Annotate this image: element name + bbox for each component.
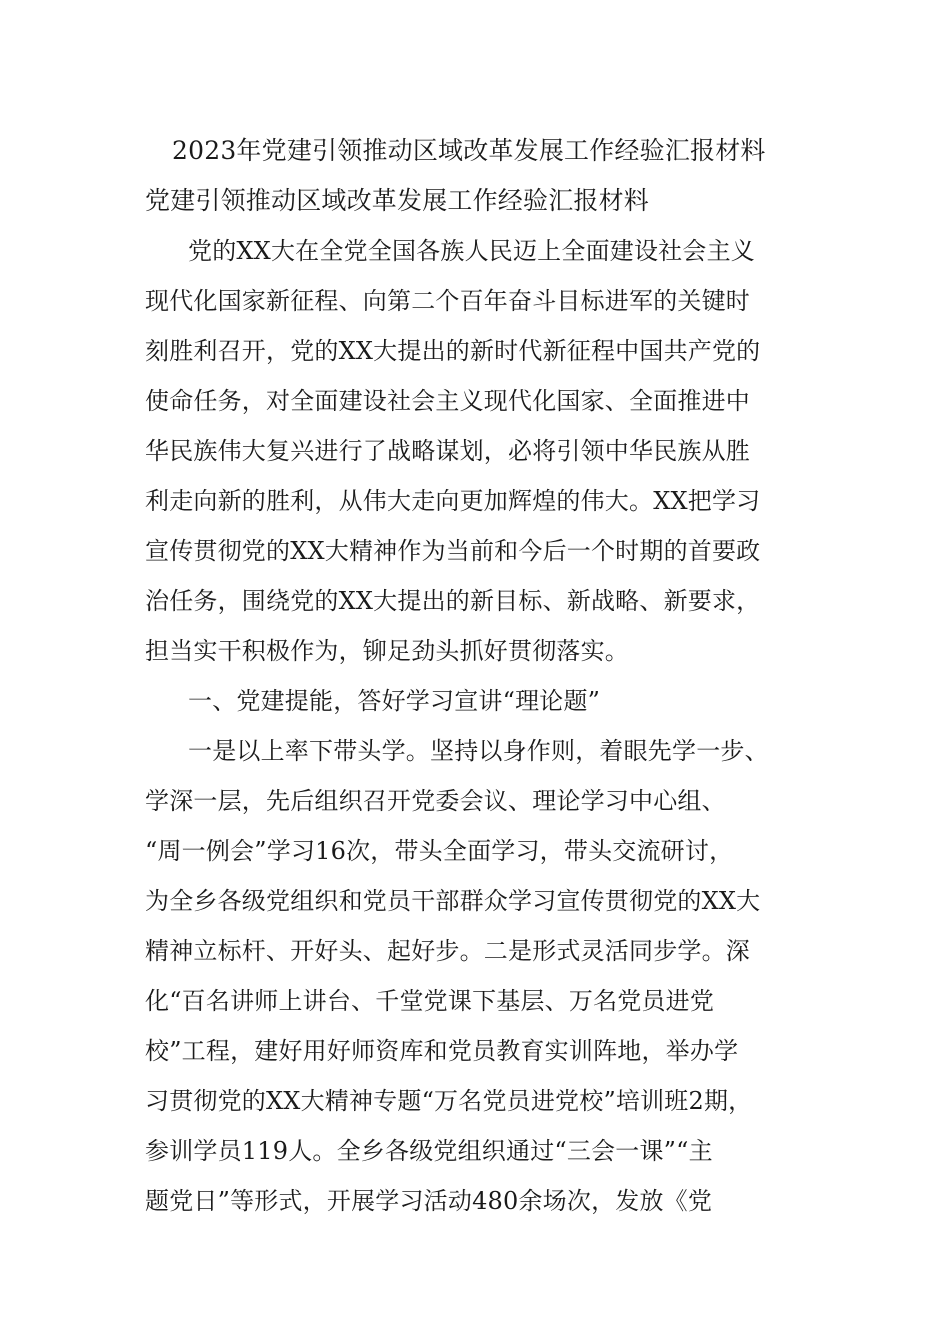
body-line: 习贯彻党的XX大精神专题“万名党员进党校”培训班2期， <box>145 1087 753 1115</box>
body-line: 题党日”等形式，开展学习活动480余场次，发放《党 <box>145 1187 713 1215</box>
section-heading: 一、党建提能，答好学习宣讲“理论题” <box>188 687 601 715</box>
body-line: 化“百名讲师上讲台、千堂党课下基层、万名党员进党 <box>145 987 715 1015</box>
body-line: 党的XX大在全党全国各族人民迈上全面建设社会主义 <box>188 237 755 265</box>
body-line: “周一例会”学习16次，带头全面学习，带头交流研讨， <box>145 837 734 865</box>
body-line: 现代化国家新征程、向第二个百年奋斗目标进军的关键时 <box>145 287 750 315</box>
body-line: 宣传贯彻党的XX大精神作为当前和今后一个时期的首要政 <box>145 537 761 565</box>
body-line: 校”工程，建好用好师资库和党员教育实训阵地，举办学 <box>145 1037 739 1065</box>
body-line: 担当实干积极作为，铆足劲头抓好贯彻落实。 <box>145 637 629 665</box>
body-line: 刻胜利召开，党的XX大提出的新时代新征程中国共产党的 <box>145 337 761 365</box>
body-line: 利走向新的胜利，从伟大走向更加辉煌的伟大。XX把学习 <box>145 487 761 515</box>
body-line: 为全乡各级党组织和党员干部群众学习宣传贯彻党的XX大 <box>145 887 761 915</box>
body-line: 华民族伟大复兴进行了战略谋划，必将引领中华民族从胜 <box>145 437 750 465</box>
body-line: 一是以上率下带头学。坚持以身作则，着眼先学一步、 <box>188 737 769 765</box>
body-line: 精神立标杆、开好头、起好步。二是形式灵活同步学。深 <box>145 937 750 965</box>
body-line: 治任务，围绕党的XX大提出的新目标、新战略、新要求， <box>145 587 761 615</box>
document-subtitle: 党建引领推动区域改革发展工作经验汇报材料 <box>145 186 650 215</box>
body-line: 使命任务，对全面建设社会主义现代化国家、全面推进中 <box>145 387 750 415</box>
body-line: 学深一层，先后组织召开党委会议、理论学习中心组、 <box>145 787 726 815</box>
body-line: 参训学员119人。全乡各级党组织通过“三会一课”“主 <box>145 1137 713 1165</box>
document-title: 2023年党建引领推动区域改革发展工作经验汇报材料 <box>172 136 766 165</box>
